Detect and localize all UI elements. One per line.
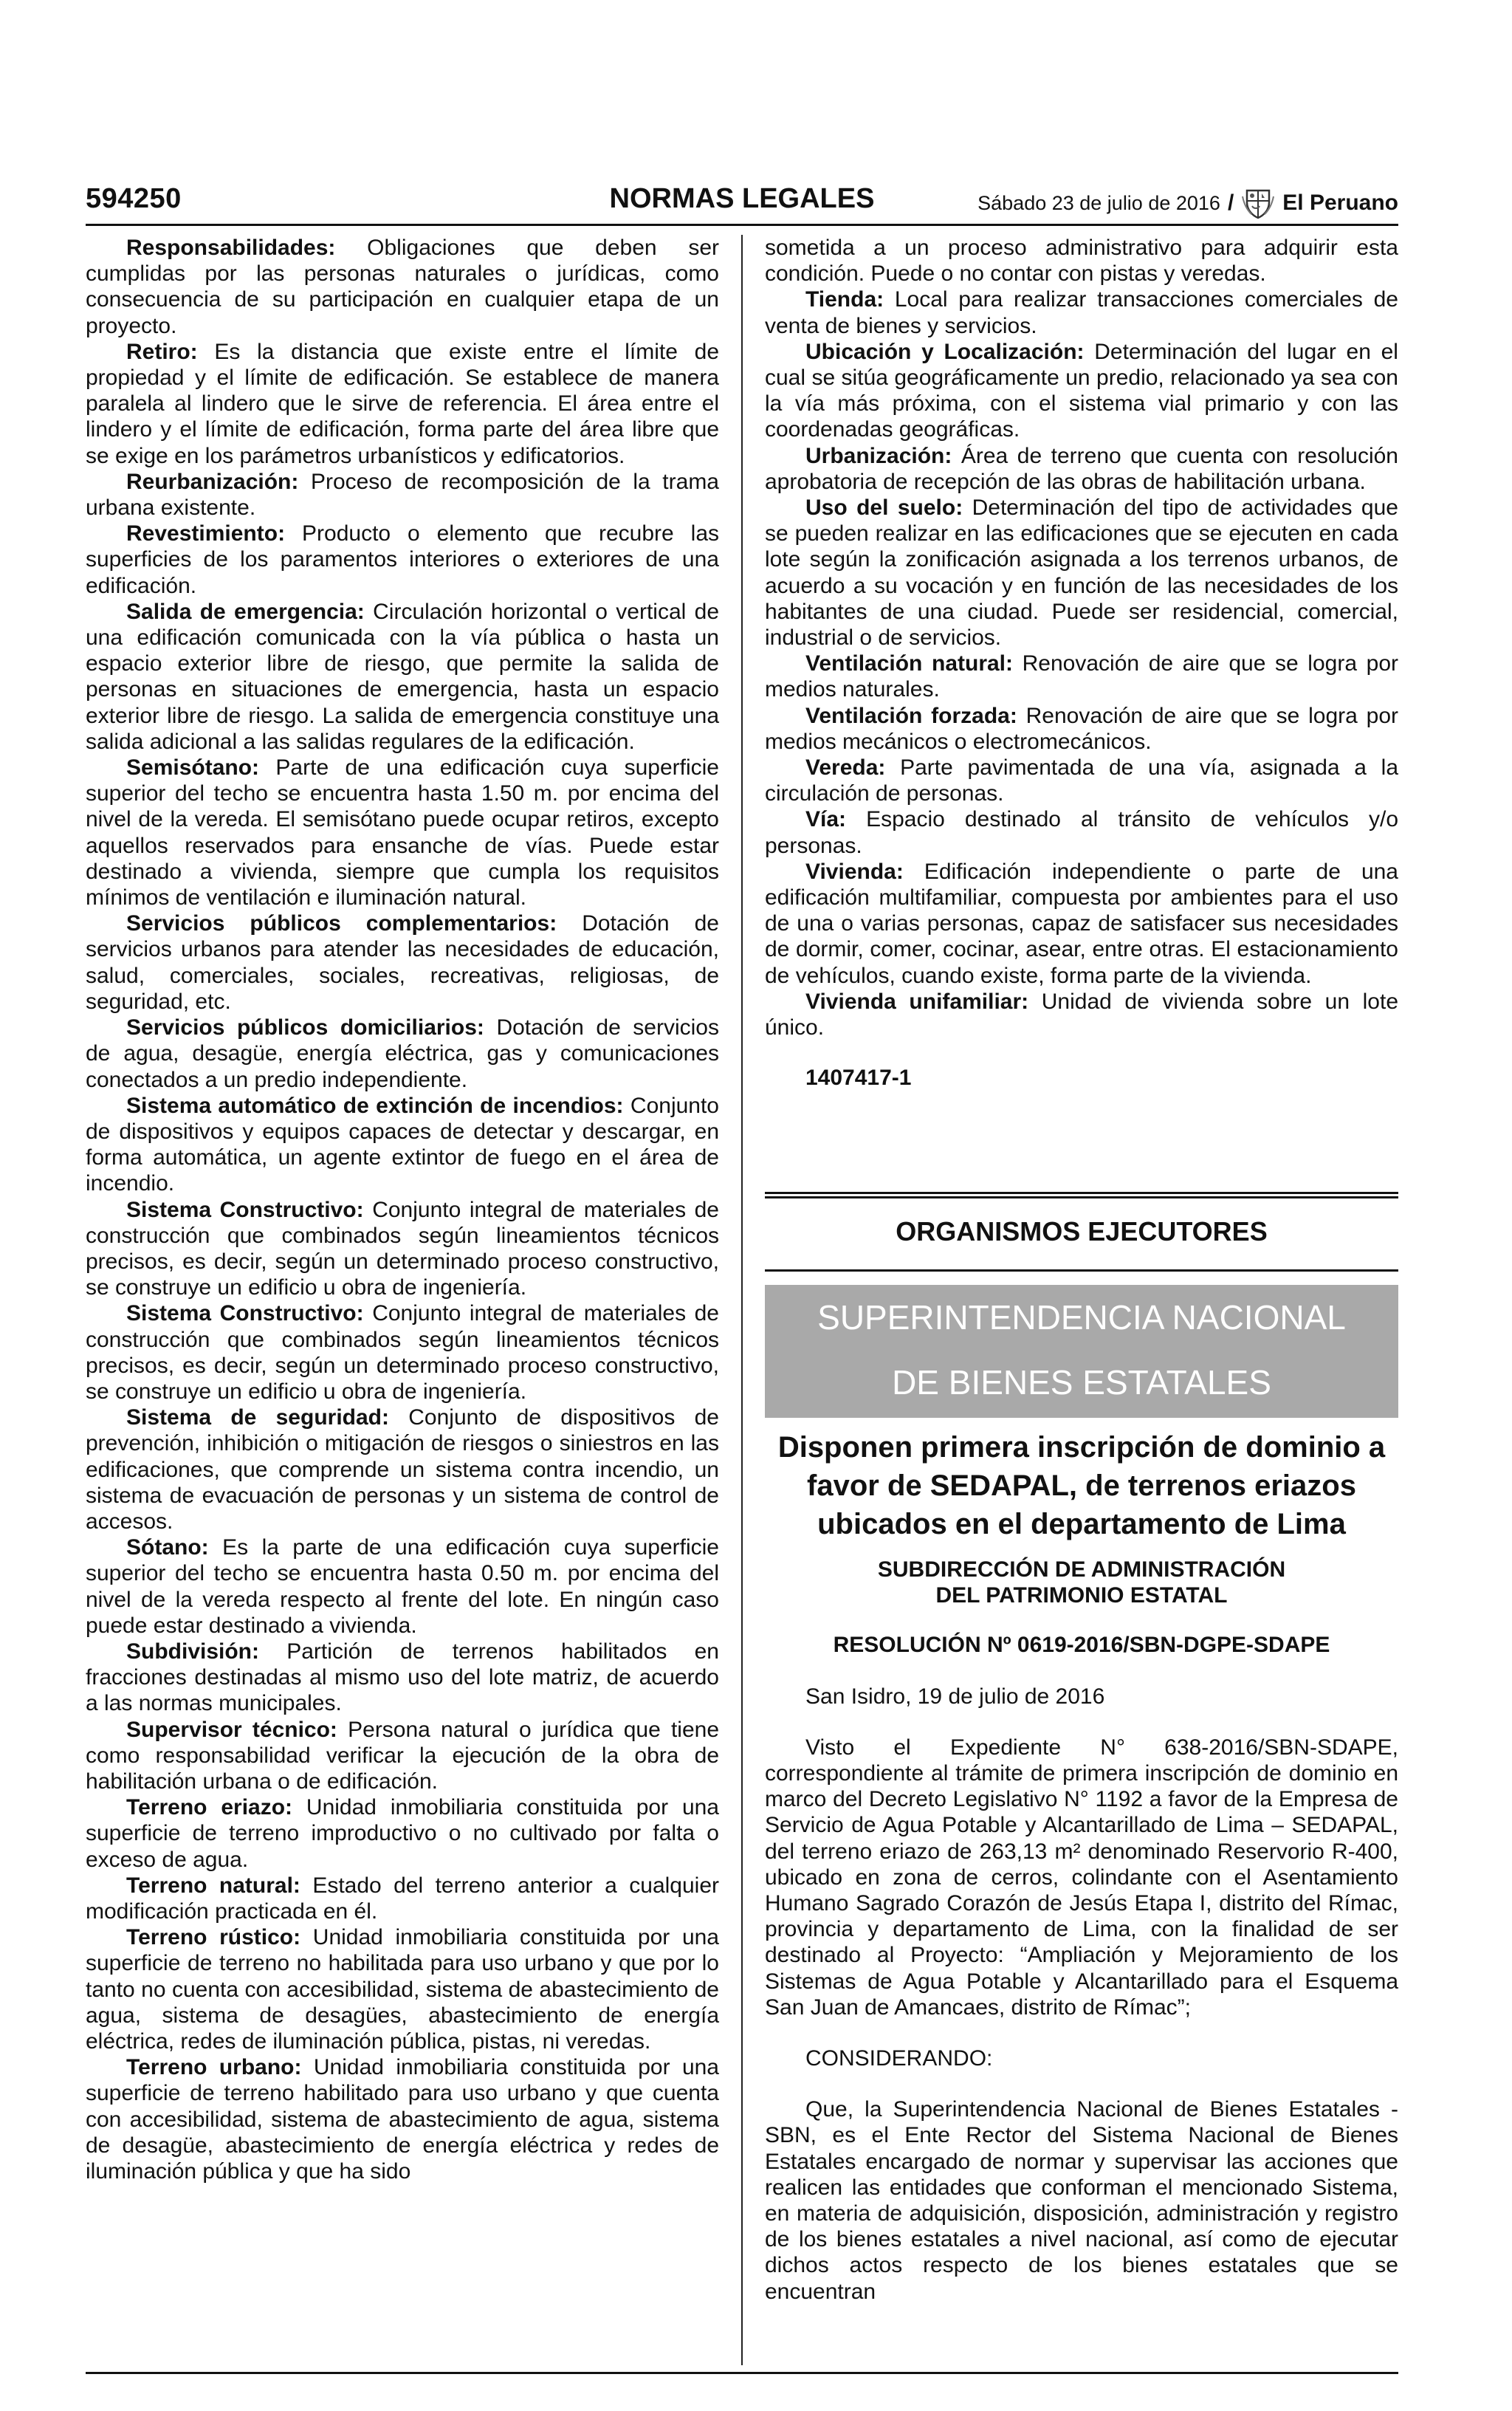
definition: Subdivisión: Partición de terrenos habilitados en fracciones destinadas al mismo uso del lote matriz, de acuerdo a las normas municipales.: [86, 1639, 719, 1716]
document-code: 1407417-1: [805, 1066, 912, 1091]
definition: Vereda: Parte pavimentada de una vía, asignada a la circulación de personas.: [765, 755, 1398, 806]
resolution-body: [765, 1557, 1398, 2305]
agency-name-line: DE BIENES ESTATALES: [892, 1363, 1271, 1402]
continued-text: sometida a un proceso administrativo para adquirir esta condición. Puede o no contar con pistas y veredas.: [765, 236, 1398, 287]
band-rule: [765, 1192, 1398, 1194]
que-paragraph: Que, la Superintendencia Nacional de Bienes Estatales - SBN, es el Ente Rector del Sistema Nacional de Bienes Estatales encargado de normar y supervisar las acciones que realicen las entidades que conforman el mencionado Sistema, en materia de adquisición, disposición, administración y registro de los bienes estatales a nivel nacional, así como de ejecutar dichos actos respecto de los bienes estatales que se encuentran: [765, 2097, 1398, 2304]
page-number: 594250: [86, 183, 182, 214]
band-rule: [765, 1269, 1398, 1272]
definition: Sistema Constructivo: Conjunto integral de materiales de construcción que combinados según lineamientos técnicos precisos, es decir, según un determinado proceso constructivo, se construye un edificio u obra de ingeniería.: [86, 1301, 719, 1404]
subdirection-line: SUBDIRECCIÓN DE ADMINISTRACIÓN: [877, 1557, 1286, 1582]
definition: Vía: Espacio destinado al tránsito de vehículos y/o personas.: [765, 807, 1398, 858]
issue-date: Sábado 23 de julio de 2016: [977, 191, 1220, 214]
definition: Tienda: Local para realizar transacciones comerciales de venta de bienes y servicios.: [765, 287, 1398, 338]
band-rule: [765, 1196, 1398, 1198]
subdirection-line: DEL PATRIMONIO ESTATAL: [935, 1583, 1228, 1608]
definition: Sistema automático de extinción de incendios: Conjunto de dispositivos y equipos capaces de detectar y descargar, en forma automática, un agente extintor de fuego en el área de incendio.: [86, 1093, 719, 1196]
coat-of-arms-icon: [1241, 186, 1275, 220]
definition: Vivienda unifamiliar: Unidad de vivienda sobre un lote único.: [765, 989, 1399, 1040]
footer-rule: [86, 2372, 1398, 2374]
definition: Responsabilidades: Obligaciones que deben ser cumplidas por las personas naturales o jurídicas, como consecuencia de su participación en cualquier etapa de un proyecto.: [86, 236, 719, 338]
section-title: NORMAS LEGALES: [609, 183, 875, 214]
page-header: [86, 183, 1398, 220]
considerando-heading: CONSIDERANDO:: [805, 2046, 993, 2071]
right-column: [765, 235, 1398, 1091]
definition: Servicios públicos complementarios: Dotación de servicios urbanos para atender las necesidades de educación, salud, comerciales, sociales, recreativas, religiosas, de seguridad, etc.: [86, 911, 719, 1014]
definition: Terreno urbano: Unidad inmobiliaria constituida por una superficie de terreno habilitado para uso urbano y que cuenta con accesibilidad, sistema de abastecimiento de agua, sistema de desagüe, abastecimiento de energía eléctrica y redes de iluminación pública y que ha sido: [86, 2055, 719, 2184]
header-separator: /: [1227, 191, 1234, 215]
definition: Ubicación y Localización: Determinación del lugar en el cual se sitúa geográficamente un predio, relacionado ya sea con la vía más próxima, con el sistema vial primario y con las coordenadas geográficas.: [765, 339, 1398, 442]
header-rule: [86, 224, 1398, 226]
newspaper-name: El Peruano: [1282, 191, 1398, 215]
definition: Uso del suelo: Determinación del tipo de actividades que se pueden realizar en las edificaciones que se ejecuten en cada lote según la zonificación asignada a los terrenos urbanos, de acuerdo a su vocación y en función de las necesidades de los habitantes de una ciudad. Puede ser residencial, comercial, industrial o de servicios.: [765, 495, 1398, 651]
section-band: [765, 1192, 1398, 1272]
definition: Sistema de seguridad: Conjunto de dispositivos de prevención, inhibición o mitigación de riesgos o siniestros en las edificaciones, que comprende un sistema contra incendio, un sistema de evacuación de personas y un sistema de control de accesos.: [86, 1405, 719, 1534]
definition: Supervisor técnico: Persona natural o jurídica que tiene como responsabilidad verificar la ejecución de la obra de habilitación urbana o de edificación.: [86, 1717, 719, 1794]
definition: Sistema Constructivo: Conjunto integral de materiales de construcción que combinados según lineamientos técnicos precisos, es decir, según un determinado proceso constructivo, se construye un edificio u obra de ingeniería.: [86, 1197, 719, 1300]
definition: Urbanización: Área de terreno que cuenta con resolución aprobatoria de recepción de las obras de habilitación urbana.: [765, 443, 1398, 494]
definition: Reurbanización: Proceso de recomposición de la trama urbana existente.: [86, 469, 719, 521]
article-headline: Disponen primera inscripción de dominio a favor de SEDAPAL, de terrenos eriazos ubicados en el departamento de Lima: [777, 1431, 1386, 1540]
definition: Semisótano: Parte de una edificación cuya superficie superior del techo se encuentra hasta 1.50 m. por encima del nivel de la vereda. El semisótano puede ocupar retiros, excepto aquellos reservados para ensanche de vías. Puede estar destinado a vivienda, siempre que cumpla los requisitos mínimos de ventilación e iluminación natural.: [86, 755, 719, 910]
definition: Ventilación forzada: Renovación de aire que se logra por medios mecánicos o electromecánicos.: [765, 703, 1398, 754]
definition: Terreno eriazo: Unidad inmobiliaria constituida por una superficie de terreno improductivo o no cultivado por falta o exceso de agua.: [86, 1795, 719, 1872]
definition: Salida de emergencia: Circulación horizontal o vertical de una edificación comunicada con la vía pública o hasta un espacio exterior libre de riesgo, que permite la salida de personas en situaciones de emergencia, hasta un espacio exterior libre de riesgo. La salida de emergencia constituye una salida adicional a las salidas regulares de la edificación.: [86, 599, 719, 754]
visto-paragraph: Visto el Expediente N° 638-2016/SBN-SDAPE, correspondiente al trámite de primera inscripción de dominio en marco del Decreto Legislativo N° 1192 a favor de la Empresa de Servicio de Agua Potable y Alcantarillado de Lima – SEDAPAL, del terreno eriazo de 263,13 m² denominado Reservorio R-400, ubicado en zona de cerros, colindante con el Asentamiento Humano Sagrado Corazón de Jesús Etapa I, distrito del Rímac, provincia y departamento de Lima, con la finalidad de ser destinado al Proyecto: “Ampliación y Mejoramiento de los Sistemas de Agua Potable y Alcantarillado para el Esquema San Juan de Amancaes, distrito de Rímac”;: [765, 1735, 1398, 2020]
definition: Vivienda: Edificación independiente o parte de una edificación multifamiliar, compuesta por ambientes para el uso de una o varias personas, capaz de satisfacer sus necesidades de dormir, comer, cocinar, asear, entre otras. El estacionamiento de vehículos, cuando existe, forma parte de la vivienda.: [765, 859, 1398, 988]
definition: Sótano: Es la parte de una edificación cuya superficie superior del techo se encuentra hasta 0.50 m. por encima del nivel de la vereda respecto al frente del lote. En ningún caso puede estar destinado a vivienda.: [86, 1535, 719, 1638]
agency-name-line: SUPERINTENDENCIA NACIONAL: [817, 1298, 1346, 1337]
left-column: [86, 235, 719, 2184]
agency-banner: [765, 1285, 1398, 1418]
definition: Servicios públicos domiciliarios: Dotación de servicios de agua, desagüe, energía eléctrica, gas y comunicaciones conectados a un predio independiente.: [86, 1015, 719, 1092]
place-date: San Isidro, 19 de julio de 2016: [805, 1684, 1105, 1709]
definition: Retiro: Es la distancia que existe entre el límite de propiedad y el límite de edificación. Se establece de manera paralela al lindero que le sirve de referencia. El área entre el lindero y el límite de edificación, forma parte del área libre que se exige en los parámetros urbanísticos y edificatorios.: [86, 339, 720, 468]
definition: Ventilación natural: Renovación de aire que se logra por medios naturales.: [765, 651, 1398, 702]
section-band-title: ORGANISMOS EJECUTORES: [896, 1216, 1268, 1246]
definition: Terreno natural: Estado del terreno anterior a cualquier modificación practicada en él.: [86, 1873, 719, 1924]
column-divider: [741, 235, 743, 2365]
definition: Revestimiento: Producto o elemento que recubre las superficies de los paramentos interiores o exteriores de una edificación.: [86, 521, 720, 598]
header-masthead: [977, 186, 1398, 220]
definition: Terreno rústico: Unidad inmobiliaria constituida por una superficie de terreno no habilitada para uso urbano y que por lo tanto no cuenta con accesibilidad, sistema de abastecimiento de agua, sistema de desagües, abastecimiento de energía eléctrica, redes de iluminación pública, pistas, ni veredas.: [86, 1925, 719, 2054]
resolution-number: RESOLUCIÓN Nº 0619-2016/SBN-DGPE-SDAPE: [833, 1633, 1330, 1658]
